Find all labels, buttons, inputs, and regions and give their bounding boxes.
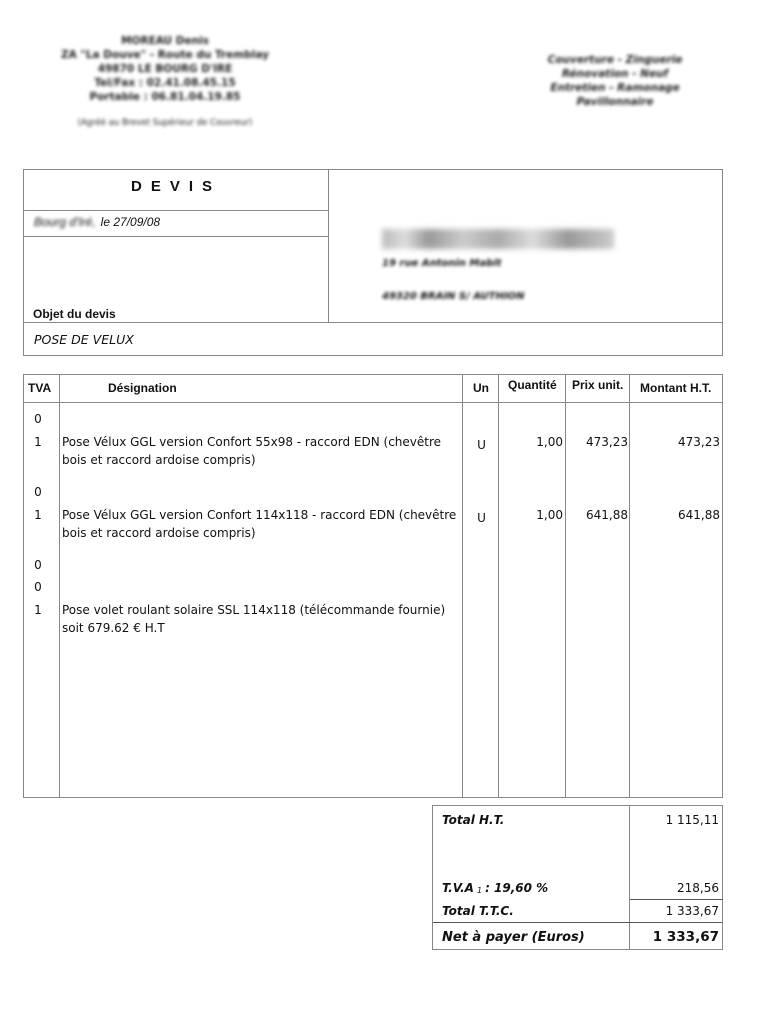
net-a-payer-value: 1 333,67	[652, 929, 719, 945]
devis-date: le 27/09/08	[100, 215, 161, 229]
row-designation-line2: bois et raccord ardoise compris)	[62, 526, 256, 540]
row-designation	[62, 506, 462, 542]
devis-divider-objet	[24, 322, 722, 323]
row-designation	[62, 433, 462, 469]
row-designation-line1: Pose Vélux GGL version Confort 114x118 - raccord EDN (chevêtre	[62, 508, 457, 522]
row-amount: 641,88	[678, 508, 720, 522]
client-block	[382, 229, 614, 302]
header-prix-unit: Prix unit.	[572, 378, 624, 392]
totals-separator	[630, 899, 723, 900]
company-address-line1: ZA "La Douve" - Route du Tremblay	[61, 49, 269, 61]
col-divider	[462, 375, 463, 797]
row-amount: 473,23	[678, 435, 720, 449]
row-unit-price: 641,88	[586, 508, 628, 522]
row-tva: 0	[34, 485, 42, 499]
devis-divider-vertical	[328, 170, 329, 323]
row-quantity: 1,00	[536, 508, 563, 522]
row-tva: 1	[34, 508, 42, 522]
devis-divider-date	[24, 236, 328, 237]
header-montant: Montant H.T.	[640, 381, 712, 395]
company-services	[530, 53, 700, 109]
header-quantite: Quantité	[508, 378, 557, 392]
objet-label: Objet du devis	[33, 307, 116, 321]
objet-value: POSE DE VELUX	[34, 332, 134, 347]
company-name: MOREAU Denis	[121, 35, 209, 47]
company-address-line2: 49870 LE BOURG D'IRE	[97, 63, 233, 75]
row-quantity: 1,00	[536, 435, 563, 449]
services-line2: Rénovation - Neuf	[561, 68, 669, 80]
col-divider	[59, 375, 60, 797]
totals-divider	[629, 806, 630, 949]
row-tva: 0	[34, 412, 42, 426]
header-designation: Désignation	[108, 381, 177, 395]
devis-divider-title	[24, 210, 328, 211]
devis-place: Bourg d'Iré,	[34, 215, 96, 229]
header-divider	[24, 402, 722, 403]
devis-place-date	[34, 215, 160, 229]
services-line4: Pavillonnaire	[576, 96, 654, 108]
client-address: 19 rue Antonin Mabit	[382, 258, 502, 269]
header-tva: TVA	[28, 381, 52, 395]
row-designation	[62, 601, 462, 637]
header-un: Un	[473, 381, 489, 395]
totals-separator	[433, 922, 722, 923]
tva-label-text: T.V.A	[442, 881, 474, 895]
tva-label	[442, 881, 548, 895]
row-unit: U	[477, 511, 486, 525]
total-ht-value: 1 115,11	[665, 813, 719, 827]
company-note: (Agréé au Brevet Supérieur de Couvreur)	[77, 118, 253, 128]
row-tva: 1	[34, 603, 42, 617]
client-city: 49320 BRAIN S/ AUTHION	[382, 291, 525, 302]
total-ttc-label: Total T.T.C.	[442, 904, 514, 918]
services-line3: Entretien - Ramonage	[550, 82, 680, 94]
tva-index: 1	[476, 886, 483, 895]
row-designation-line2: bois et raccord ardoise compris)	[62, 453, 256, 467]
company-telfax: Tel/Fax : 02.41.08.45.15	[94, 77, 236, 89]
devis-header-box	[23, 169, 723, 356]
row-unit-price: 473,23	[586, 435, 628, 449]
net-a-payer-label: Net à payer (Euros)	[442, 930, 585, 945]
company-portable: Portable : 06.81.04.19.85	[89, 91, 241, 103]
row-designation-line1: Pose Vélux GGL version Confort 55x98 - raccord EDN (chevêtre	[62, 435, 442, 449]
client-name-redacted	[382, 229, 614, 249]
row-designation-line2: soit 679.62 € H.T	[62, 621, 165, 635]
row-unit: U	[477, 438, 486, 452]
row-tva: 1	[34, 435, 42, 449]
row-tva: 0	[34, 558, 42, 572]
tva-rate: : 19,60 %	[485, 881, 549, 895]
items-table	[23, 374, 723, 798]
row-designation-line1: Pose volet roulant solaire SSL 114x118 (télécommande fournie)	[62, 603, 446, 617]
totals-box	[432, 805, 723, 950]
company-header	[40, 34, 290, 130]
row-tva: 0	[34, 580, 42, 594]
total-ttc-value: 1 333,67	[665, 904, 719, 918]
total-ht-label: Total H.T.	[442, 813, 505, 827]
services-line1: Couverture - Zinguerie	[547, 54, 683, 66]
tva-value: 218,56	[677, 881, 719, 895]
devis-title: DEVIS	[130, 178, 221, 195]
